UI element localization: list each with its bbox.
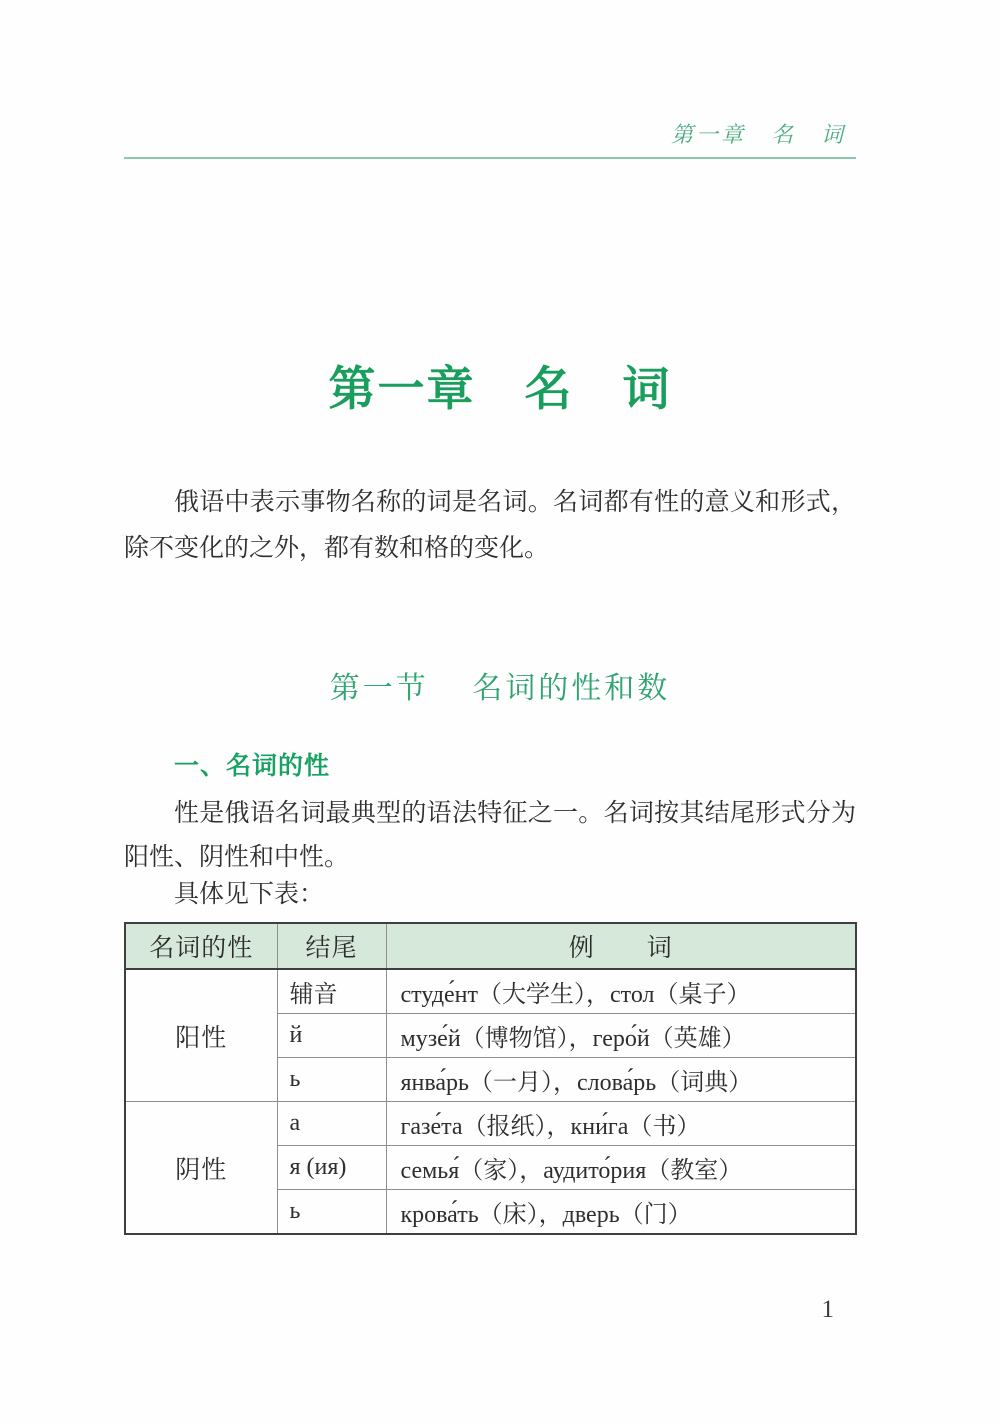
ending-cell: а bbox=[277, 1102, 386, 1146]
gender-cell-feminine: 阴性 bbox=[125, 1102, 277, 1235]
chapter-title: 第一章 名 词 bbox=[328, 362, 672, 415]
header-cell-examples: 例 词 bbox=[386, 923, 856, 969]
gender-table bbox=[124, 922, 857, 1235]
examples-cell: семья́（家），аудито́рия（教室） bbox=[386, 1146, 856, 1190]
gender-table-container bbox=[124, 922, 856, 1235]
table-row bbox=[125, 969, 856, 1014]
running-header: 第一章 名 词 bbox=[670, 122, 846, 147]
examples-cell: газе́та（报纸），кни́га（书） bbox=[386, 1102, 856, 1146]
ending-cell: й bbox=[277, 1014, 386, 1058]
gender-cell-masculine: 阳性 bbox=[125, 969, 277, 1102]
table-row bbox=[125, 1102, 856, 1146]
header-rule bbox=[124, 157, 856, 159]
subsection-heading: 一、名词的性 bbox=[174, 752, 331, 780]
ending-cell: 辅音 bbox=[277, 969, 386, 1014]
table-intro-text: 具体见下表： bbox=[174, 881, 325, 908]
subsection-paragraph: 性是俄语名词最典型的语法特征之一。名词按其结尾形式分为阳性、阴性和中性。 bbox=[124, 800, 856, 871]
intro-paragraph: 俄语中表示事物名称的词是名词。名词都有性的意义和形式，除不变化的之外，都有数和格的变化。 bbox=[124, 489, 856, 562]
ending-cell: я (ия) bbox=[277, 1146, 386, 1190]
examples-cell: музе́й（博物馆），геро́й（英雄） bbox=[386, 1014, 856, 1058]
header-cell-ending: 结尾 bbox=[277, 923, 386, 969]
ending-cell: ь bbox=[277, 1058, 386, 1102]
examples-cell: студе́нт（大学生），стол（桌子） bbox=[386, 969, 856, 1014]
examples-cell: крова́ть（床），дверь（门） bbox=[386, 1190, 856, 1235]
header-cell-gender: 名词的性 bbox=[125, 923, 277, 969]
ending-cell: ь bbox=[277, 1190, 386, 1235]
table-header-row bbox=[125, 923, 856, 969]
page-number: 1 bbox=[821, 1296, 834, 1323]
section-title: 第一节 名词的性和数 bbox=[329, 672, 671, 705]
examples-cell: янва́рь（一月），слова́рь（词典） bbox=[386, 1058, 856, 1102]
